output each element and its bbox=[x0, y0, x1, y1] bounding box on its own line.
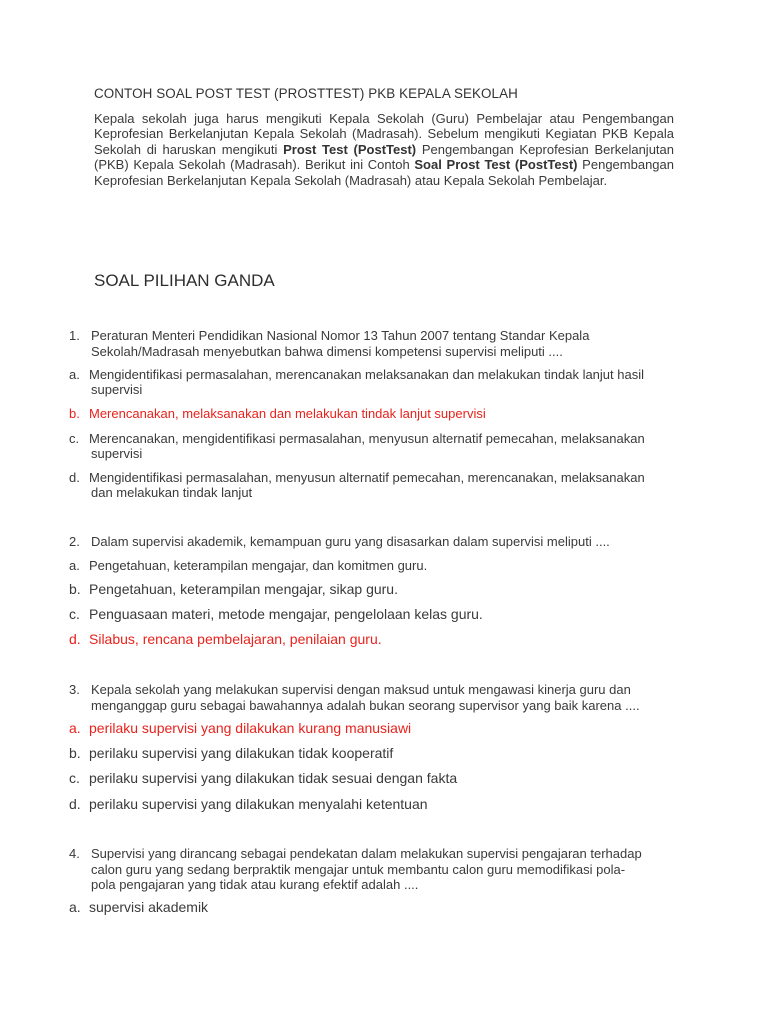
q3-option-c: c. perilaku supervisi yang dilakukan tidak sesuai dengan fakta bbox=[69, 770, 458, 786]
question-1: 1. Peraturan Menteri Pendidikan Nasional Nomor 13 Tahun 2007 tentang Standar Kepala Sekolah/Madrasah menyebutkan bahwa dimensi kompetensi supervisi meliputi .... bbox=[69, 328, 590, 359]
question-number: 4. bbox=[69, 846, 80, 861]
question-number: 1. bbox=[69, 328, 80, 343]
question-text: Supervisi yang dirancang sebagai pendekatan dalam melakukan supervisi pengajaran terhadap bbox=[91, 846, 642, 861]
question-text: Peraturan Menteri Pendidikan Nasional Nomor 13 Tahun 2007 tentang Standar Kepala bbox=[91, 328, 590, 343]
q1-option-b-answer: b. Merencanakan, melaksanakan dan melakukan tindak lanjut supervisi bbox=[69, 406, 486, 421]
question-number: 3. bbox=[69, 682, 80, 697]
q3-option-b: b. perilaku supervisi yang dilakukan tidak kooperatif bbox=[69, 745, 394, 761]
intro-paragraph: Kepala sekolah juga harus mengikuti Kepala Sekolah (Guru) Pembelajar atau Pengembangan Keprofesian Berkelanjutan Kepala Sekolah (Madrasah). Sebelum mengikuti Kegiatan PKB Kepala Sekolah di haruskan mengikuti Prost Test (PostTest) Pengembangan Keprofesian Berkelanjutan (PKB) Kepala Sekolah (Madrasah). Berikut ini Contoh Soal Prost Test (PostTest) Pengembangan Keprofesian Berkelanjutan Kepala Sekolah (Madrasah) atau Kepala Sekolah Pembelajar. bbox=[94, 111, 674, 188]
q1-option-c: c. Merencanakan, mengidentifikasi permasalahan, menyusun alternatif pemecahan, melaksanakan supervisi bbox=[69, 431, 645, 461]
q3-option-d: d. perilaku supervisi yang dilakukan menyalahi ketentuan bbox=[69, 796, 428, 812]
q2-option-c: c. Penguasaan materi, metode mengajar, pengelolaan kelas guru. bbox=[69, 606, 483, 622]
question-text: Kepala sekolah yang melakukan supervisi dengan maksud untuk mengawasi kinerja guru dan bbox=[91, 682, 631, 697]
q3-option-a-answer: a. perilaku supervisi yang dilakukan kurang manusiawi bbox=[69, 720, 412, 736]
intro-bold-1: Prost Test (PostTest) bbox=[283, 141, 417, 157]
q2-option-b: b. Pengetahuan, keterampilan mengajar, sikap guru. bbox=[69, 581, 398, 597]
q2-option-a: a. Pengetahuan, keterampilan mengajar, dan komitmen guru. bbox=[69, 558, 428, 573]
q2-option-d-answer: d. Silabus, rencana pembelajaran, penilaian guru. bbox=[69, 631, 382, 647]
q1-option-d: d. Mengidentifikasi permasalahan, menyusun alternatif pemecahan, merencanakan, melaksanakan dan melakukan tindak lanjut bbox=[69, 470, 645, 500]
q1-option-a: a. Mengidentifikasi permasalahan, merencanakan melaksanakan dan melakukan tindak lanjut hasil supervisi bbox=[69, 367, 644, 397]
section-title: SOAL PILIHAN GANDA bbox=[94, 271, 275, 290]
question-4: 4. Supervisi yang dirancang sebagai pendekatan dalam melakukan supervisi pengajaran terhadap calon guru yang sedang berpraktik mengajar untuk membantu calon guru memodifikasi pola- pola pengajaran yang tidak atau kurang efektif adalah .... bbox=[69, 846, 642, 892]
question-text: Dalam supervisi akademik, kemampuan guru yang disasarkan dalam supervisi meliputi .... bbox=[91, 534, 610, 549]
q4-option-a: a. supervisi akademik bbox=[69, 899, 209, 915]
document-title: CONTOH SOAL POST TEST (PROSTTEST) PKB KEPALA SEKOLAH bbox=[94, 86, 518, 101]
intro-bold-2: Soal Prost Test (PostTest) bbox=[414, 157, 578, 173]
question-number: 2. bbox=[69, 534, 80, 549]
question-3: 3. Kepala sekolah yang melakukan supervisi dengan maksud untuk mengawasi kinerja guru dan menganggap guru sebagai bawahannya adalah bukan seorang supervisor yang baik karena .... bbox=[69, 682, 640, 713]
question-2 bbox=[69, 534, 610, 550]
